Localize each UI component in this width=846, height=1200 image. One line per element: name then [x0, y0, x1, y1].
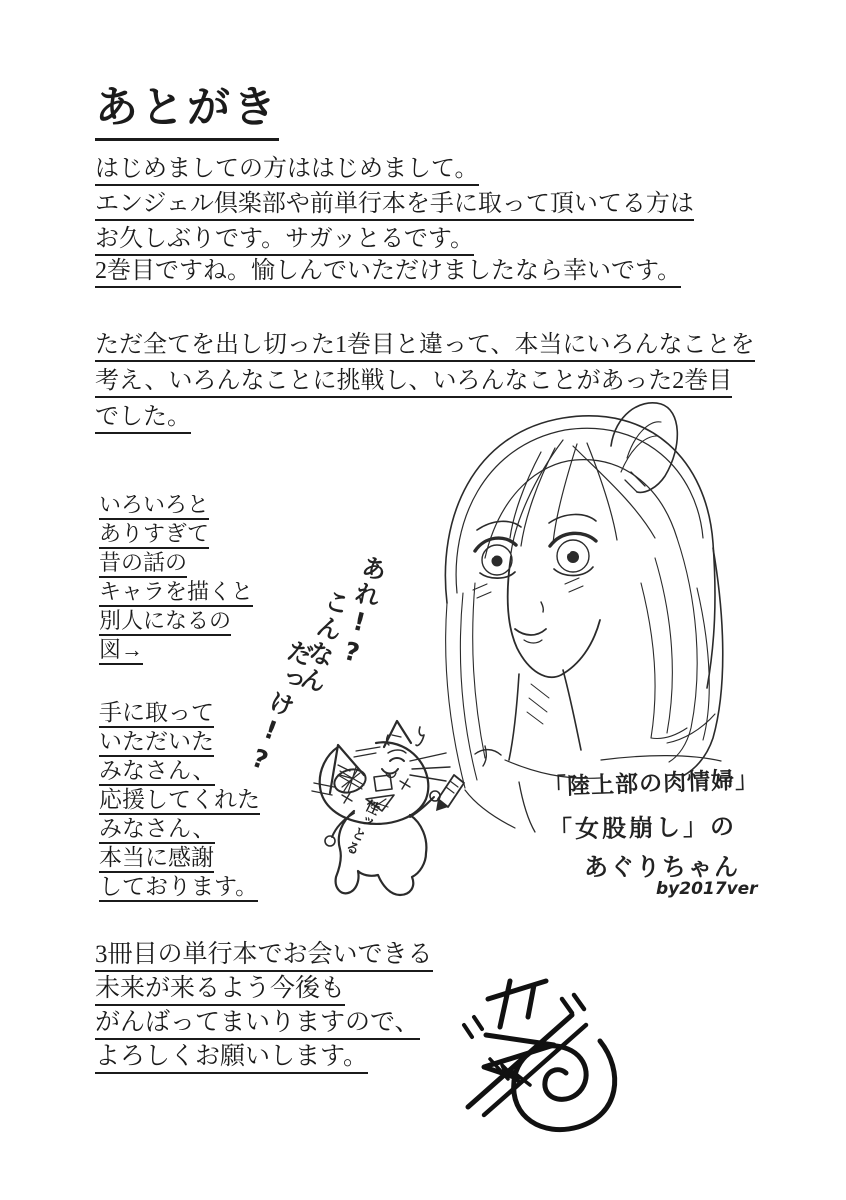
text-line: はじめましての方ははじめまして。 [95, 156, 694, 186]
handwritten-surprise-line: こんなん [294, 585, 354, 697]
cat-mascot-with-pencil-sketch [298, 703, 478, 908]
character-caption-line: あぐりちゃん [584, 853, 740, 881]
text-line: みなさん、 [99, 759, 260, 786]
cat-belly-text: 性ッとる [341, 796, 383, 858]
text-line: 図→ [99, 638, 253, 665]
text-line: いろいろと [99, 493, 253, 520]
closing-paragraph [95, 941, 433, 1077]
text-line: 手に取って [99, 701, 260, 728]
page-title: あとがき [95, 74, 279, 141]
handwritten-surprise-line: あれ!? [333, 551, 391, 672]
text-line: 別人になるの [99, 609, 253, 636]
volume-paragraph [95, 258, 681, 288]
intro-paragraph [95, 156, 694, 261]
thanks-column [99, 701, 260, 904]
text-line: ありすぎて [99, 522, 253, 549]
text-line: でした。 [95, 404, 755, 434]
text-line: がんばってまいりますので、 [95, 1009, 433, 1040]
side-note-column [99, 493, 253, 667]
text-line: 本当に感謝 [99, 846, 260, 873]
text-line: よろしくお願いします。 [95, 1043, 433, 1074]
text-line: 未来が来るよう今後も [95, 975, 433, 1006]
text-line: 2巻目ですね。愉しんでいただけましたなら幸いです。 [95, 258, 681, 288]
text-line: 考え、いろんなことに挑戦し、いろんなことがあった2巻目 [95, 368, 755, 398]
character-caption-line: 「陸上部の肉情婦」 [542, 767, 760, 801]
text-line: エンジェル倶楽部や前単行本を手に取って頂いてる方は [95, 191, 694, 221]
text-line: いただいた [99, 730, 260, 757]
text-line: 応援してくれた [99, 788, 260, 815]
character-caption-line: 「女股崩し」の [547, 812, 738, 844]
text-line: ただ全てを出し切った1巻目と違って、本当にいろんなことを [95, 332, 755, 362]
handwritten-surprise-line: だっけ!? [240, 635, 318, 780]
author-signature-scribble [450, 955, 630, 1140]
text-line: しております。 [99, 875, 260, 902]
text-line: キャラを描くと [99, 580, 253, 607]
text-line: 3冊目の単行本でお会いできる [95, 941, 433, 972]
caption-version-note: by2017ver [656, 879, 758, 899]
text-line: 昔の話の [99, 551, 253, 578]
text-line: みなさん、 [99, 817, 260, 844]
text-line: お久しぶりです。サガッとるです。 [95, 226, 694, 256]
